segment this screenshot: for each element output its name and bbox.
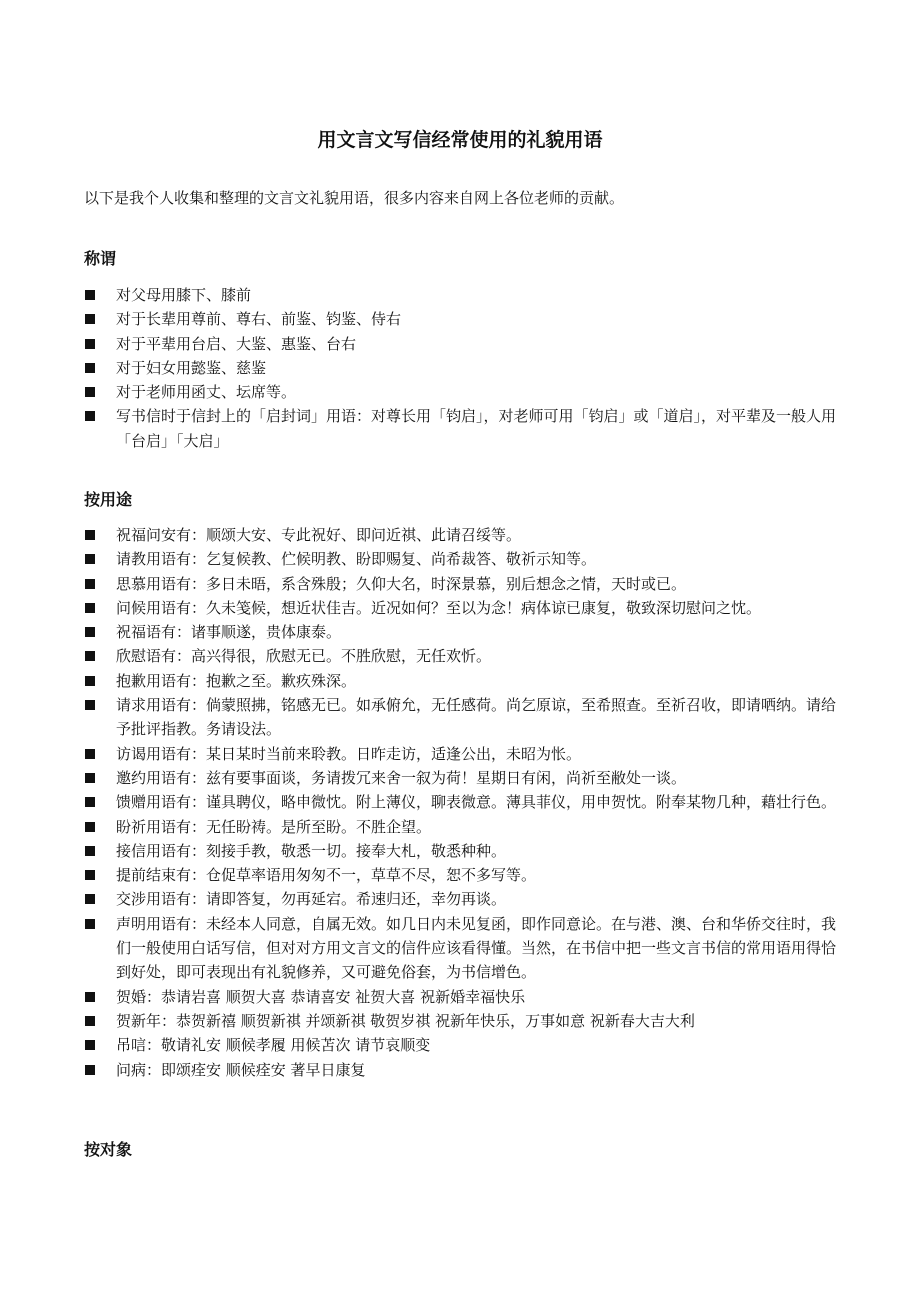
list-item-text: 请教用语有：乞复候教、伫候明教、盼即赐复、尚希裁答、敬祈示知等。: [116, 550, 597, 569]
list-item: [84, 1009, 844, 1033]
square-bullet-icon: [85, 1016, 95, 1026]
list-item-text: 交涉用语有：请即答复，勿再延宕。希速归还，幸勿再谈。: [116, 890, 507, 909]
square-bullet-icon: [85, 749, 95, 759]
list-item-text: 思慕用语有：多日未晤，系含殊殷；久仰大名，时深景慕，别后想念之情，天时或已。: [116, 574, 687, 593]
square-bullet-icon: [85, 651, 95, 661]
square-bullet-icon: [85, 290, 95, 300]
list-item-text: 问病：即颂痊安 顺候痊安 著早日康复: [116, 1060, 366, 1079]
list-item: [84, 356, 844, 380]
list-item: [84, 1033, 844, 1057]
document-title: 用文言文写信经常使用的礼貌用语: [317, 129, 603, 151]
list-item: [84, 283, 844, 307]
square-bullet-icon: [85, 919, 95, 929]
list-item: [84, 863, 844, 887]
square-bullet-icon: [85, 773, 95, 783]
square-bullet-icon: [85, 797, 95, 807]
square-bullet-icon: [85, 387, 95, 397]
square-bullet-icon: [85, 579, 95, 589]
list-item-text: 对于老师用函丈、坛席等。: [116, 383, 297, 402]
square-bullet-icon: [85, 603, 95, 613]
square-bullet-icon: [85, 870, 95, 880]
list-item-text: 声明用语有：未经本人同意，自属无效。如几日内未见复函，即作同意论。在与港、澳、台和华侨交往时，我们一般使用白话写信，但对对方用文言文的信件应该看得懂。当然，在书信中把一些文言书信的常用语用得恰到好处，即可表现出有礼貌修养，又可避免俗套，为书信增色。: [116, 914, 837, 982]
list-item-text: 请求用语有：倘蒙照拂，铭感无已。如承俯允，无任感荷。尚乞原谅，至希照查。至祈召收，即请哂纳。请给予批评指教。务请设法。: [116, 696, 837, 739]
square-bullet-icon: [85, 1065, 95, 1075]
list-item-text: 提前结束有：仓促草率语用匆匆不一，草草不尽，恕不多写等。: [116, 866, 537, 885]
square-bullet-icon: [85, 363, 95, 373]
list-item: [84, 572, 844, 596]
square-bullet-icon: [85, 894, 95, 904]
square-bullet-icon: [85, 554, 95, 564]
bullet-list-chengwei: [84, 283, 844, 453]
list-item-text: 对于长辈用尊前、尊右、前鉴、钧鉴、侍右: [116, 310, 402, 329]
list-item: [84, 332, 844, 356]
list-item: [84, 815, 844, 839]
square-bullet-icon: [85, 339, 95, 349]
list-item-text: 邀约用语有：兹有要事面谈，务请拨冗来舍一叙为荷！星期日有闲，尚祈至敝处一谈。: [116, 768, 687, 787]
list-item: [84, 887, 844, 911]
list-item: [84, 839, 844, 863]
list-item-text: 抱歉用语有：抱歉之至。歉疚殊深。: [116, 671, 357, 690]
list-item: [84, 404, 844, 453]
list-item: [84, 596, 844, 620]
square-bullet-icon: [85, 411, 95, 421]
section-heading-chengwei: 称谓: [84, 249, 117, 268]
list-item: [84, 307, 844, 331]
list-item: [84, 693, 844, 742]
list-item: [84, 523, 844, 547]
list-item-text: 吊唁：敬请礼安 顺候孝履 用候苫次 请节哀顺变: [116, 1036, 431, 1055]
list-item: [84, 766, 844, 790]
square-bullet-icon: [85, 700, 95, 710]
list-item-text: 贺新年：恭贺新禧 顺贺新祺 并颂新祺 敬贺岁祺 祝新年快乐，万事如意 祝新春大吉大利: [116, 1011, 695, 1030]
list-item-text: 欣慰语有：高兴得很，欣慰无已。不胜欣慰，无任欢忻。: [116, 647, 492, 666]
square-bullet-icon: [85, 627, 95, 637]
section-heading-yongtu: 按用途: [84, 490, 133, 509]
square-bullet-icon: [85, 1040, 95, 1050]
list-item: [84, 380, 844, 404]
list-item: [84, 547, 844, 571]
list-item-text: 访谒用语有：某日某时当前来聆教。日昨走访，适逢公出，未昭为怅。: [116, 744, 582, 763]
list-item: [84, 644, 844, 668]
list-item-text: 祝福问安有：顺颂大安、专此祝好、即问近祺、此请召绥等。: [116, 526, 522, 544]
square-bullet-icon: [85, 846, 95, 856]
list-item-text: 盼祈用语有：无任盼祷。是所至盼。不胜企望。: [116, 817, 432, 836]
list-item-text: 对于妇女用懿鉴、慈鉴: [116, 358, 267, 377]
square-bullet-icon: [85, 676, 95, 686]
square-bullet-icon: [85, 530, 95, 540]
list-item-text: 祝福语有：诸事顺遂，贵体康泰。: [116, 623, 342, 642]
list-item-text: 问候用语有：久未笺候，想近状佳吉。近况如何？至以为念！病体谅已康复，敬致深切慰问之忱。: [116, 598, 762, 617]
list-item: [84, 790, 844, 814]
square-bullet-icon: [85, 992, 95, 1002]
list-item: [84, 669, 844, 693]
list-item-text: 写书信时于信封上的「启封词」用语：对尊长用「钧启」，对老师可用「钧启」或「道启」，对平辈及一般人用「台启」「大启」: [116, 407, 837, 450]
list-item: [84, 742, 844, 766]
list-item-text: 馈赠用语有：谨具聘仪，略申微忱。附上薄仪，聊表微意。薄具菲仪，用申贺忱。附奉某物几种，藉壮行色。: [116, 793, 837, 812]
list-item: [84, 985, 844, 1009]
square-bullet-icon: [85, 314, 95, 324]
list-item-text: 贺婚：恭请岩喜 顺贺大喜 恭请喜安 祉贺大喜 祝新婚幸福快乐: [116, 987, 526, 1006]
intro-paragraph: 以下是我个人收集和整理的文言文礼貌用语，很多内容来自网上各位老师的贡献。: [84, 189, 625, 207]
list-item-text: 对父母用膝下、膝前: [116, 286, 252, 304]
list-item: [84, 620, 844, 644]
list-item: [84, 1058, 844, 1082]
list-item-text: 接信用语有：刻接手教，敬悉一切。接奉大札，敬悉种种。: [116, 841, 507, 860]
list-item: [84, 912, 844, 985]
bullet-list-yongtu: [84, 523, 844, 1082]
square-bullet-icon: [85, 822, 95, 832]
section-heading-duixiang: 按对象: [84, 1140, 133, 1159]
list-item-text: 对于平辈用台启、大鉴、惠鉴、台右: [116, 334, 357, 353]
